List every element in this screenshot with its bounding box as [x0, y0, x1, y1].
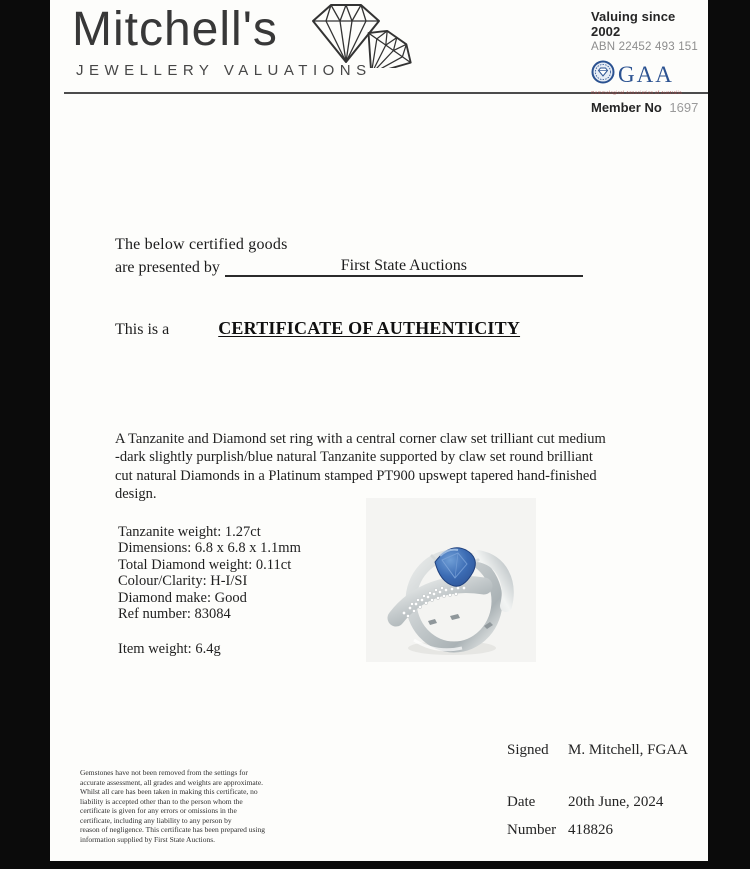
member-number — [591, 100, 708, 115]
date-label: Date — [507, 794, 536, 810]
valuing-since-text: Valuing since 2002 — [591, 9, 676, 39]
detail-line: Total Diamond weight: 0.11ct — [118, 556, 292, 573]
signed-label: Signed — [507, 742, 549, 758]
presented-section — [115, 236, 583, 277]
item-weight: Item weight: 6.4g — [118, 641, 221, 657]
number-value: 418826 — [568, 822, 613, 838]
ring-photo-image — [366, 498, 536, 662]
ring-photo — [366, 498, 536, 662]
detail-line: Tanzanite weight: 1.27ct — [118, 524, 261, 540]
presented-line2 — [115, 256, 583, 277]
item-details — [118, 524, 301, 622]
brand-name: Mitchell's — [72, 3, 278, 56]
detail-line: Ref number: 83084 — [118, 606, 231, 623]
auction-house-line — [225, 256, 583, 277]
disclaimer-text: Gemstones have not been removed from the settings for accurate assessment, all grades and weights are approximate. Whilst all care has been taken in making this certificate, no liability is accepted other than to the person whom the certificate is given for any errors or omissions in the certificate, including any liability to any person by reason of negligence. This certificate has been prepared using information supplied by First State Auctions. — [80, 768, 265, 844]
detail-line: Dimensions: 6.8 x 6.8 x 1.1mm — [118, 540, 301, 557]
number-label: Number — [507, 822, 557, 838]
detail-line: Colour/Clarity: H-I/SI — [118, 573, 248, 590]
title-section — [115, 318, 520, 339]
detail-line: Diamond make: Good — [118, 589, 247, 606]
signed-value: M. Mitchell, FGAA — [568, 742, 688, 758]
member-label: Member No — [591, 100, 662, 115]
date-value: 20th June, 2024 — [568, 794, 664, 810]
certificate-heading: CERTIFICATE OF AUTHENTICITY — [218, 318, 521, 338]
abn-number: ABN 22452 493 151 — [591, 41, 698, 53]
gaa-subtext: Gemmological Association of Australia — [591, 90, 683, 95]
brand-subtitle: JEWELLERY VALUATIONS — [76, 62, 372, 79]
certificate-sheet — [50, 0, 708, 861]
credentials-block — [591, 9, 708, 115]
gaa-logo — [591, 60, 708, 89]
gaa-acronym: GAA — [618, 61, 674, 87]
member-value: 1697 — [669, 100, 699, 115]
item-description: A Tanzanite and Diamond set ring with a central corner claw set trilliant cut medium -dark slightly purplish/blue natural Tanzanite supported by claw set round brilliant cut natural Diamonds in a Platinum stamped PT900 upswept tapered hand-finished design. — [115, 431, 606, 503]
presented-label: are presented by — [115, 259, 220, 276]
presented-line1: The below certified goods — [115, 236, 288, 253]
auction-house-name: First State Auctions — [340, 257, 467, 274]
gaa-emblem-icon — [591, 60, 615, 89]
title-prefix: This is a — [115, 321, 170, 338]
